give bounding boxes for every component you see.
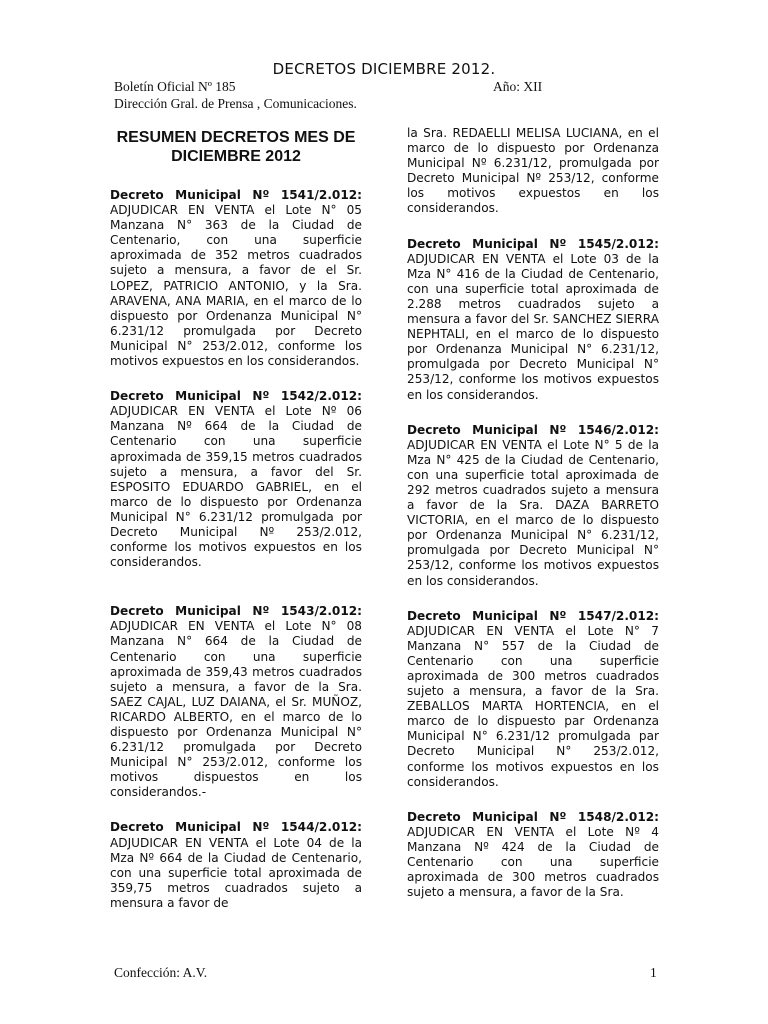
decree-title: Decreto Municipal Nº 1546/2.012:: [407, 422, 659, 437]
decree-1544-continued: la Sra. REDAELLI MELISA LUCIANA, en el marco de lo dispuesto por Ordenanza Municipal Nº 6.231/12, promulgada por Decreto Municipal Nº 253/12, conforme los motivos expuestos en los considerandos.: [407, 126, 659, 216]
decree-title: Decreto Municipal Nº 1545/2.012:: [407, 236, 659, 251]
decree-body: ADJUDICAR EN VENTA el Lote N° 05 Manzana N° 363 de la Ciudad de Centenario, con una superficie aproximada de 352 metros cuadrados sujeto a mensura, a favor de el Sr. LOPEZ, PATRICIO ANTONIO, y la Sra. ARAVENA, ANA MARIA, en el marco de lo dispuesto por Ordenanza Municipal N° 6.231/12 promulgada por Decreto Municipal N° 253/2.012, conforme los motivos expuestos en los considerandos.: [110, 203, 362, 369]
decree-1545: [407, 237, 659, 403]
decree-body: ADJUDICAR EN VENTA el Lote N° 7 Manzana N° 557 de la Ciudad de Centenario con una superficie aproximada de 300 metros cuadrados sujeto a mensura, a favor de la Sra. ZEBALLOS MARTA HORTENCIA, en el marco de lo dispuesto par Ordenanza Municipal N° 6.231/12 promulgada par Decreto Municipal N° 253/2.012, conforme los motivos expuestos en los considerandos.: [407, 623, 659, 789]
decree-body: ADJUDICAR EN VENTA el Lote 03 de la Mza N° 416 de la Ciudad de Centenario, con una superficie total aproximada de 2.288 metros cuadrados sujeto a mensura a favor del Sr. SANCHEZ SIERRA NEPHTALI, en el marco de lo dispuesto por Ordenanza Municipal N° 6.231/12, promulgada por Decreto Municipal N° 253/12, conforme los motivos expuestos en los considerandos.: [407, 251, 659, 402]
decree-1547: [407, 609, 659, 790]
decree-title: Decreto Municipal Nº 1547/2.012:: [407, 608, 659, 623]
decree-1548: [407, 810, 659, 901]
left-column: [110, 126, 362, 931]
summary-heading: RESUMEN DECRETOS MES DE DICIEMBRE 2012: [116, 129, 356, 165]
decree-1544: [110, 820, 362, 911]
document-title: DECRETOS DICIEMBRE 2012.: [272, 60, 496, 78]
decree-body: ADJUDICAR EN VENTA el Lote N° 5 de la Mza N° 425 de la Ciudad de Centenario, con una superficie total aproximada de 292 metros cuadrados sujeto a mensura a favor de la Sra. DAZA BARRETO VICTORIA, en el marco de lo dispuesto por Ordenanza Municipal N° 6.231/12, promulgada por Decreto Municipal N° 253/12, conforme los motivos expuestos en los considerandos.: [407, 437, 659, 588]
right-column: [407, 126, 659, 920]
decree-1546: [407, 423, 659, 589]
decree-1542: [110, 389, 362, 570]
decree-body: ADJUDICAR EN VENTA el Lote Nº 06 Manzana Nº 664 de la Ciudad de Centenario con una superficie aproximada de 359,15 metros cuadrados sujeto a mensura, a favor del Sr. ESPOSITO EDUARDO GABRIEL, en el marco de lo dispuesto por Ordenanza Municipal N° 6.231/12 promulgada por Decreto Municipal Nº 253/2.012, conforme los motivos expuestos en los considerandos.: [110, 404, 362, 570]
decree-title: Decreto Municipal Nº 1541/2.012:: [110, 188, 362, 202]
decree-title: Decreto Municipal Nº 1543/2.012:: [110, 604, 362, 619]
decree-body: ADJUDICAR EN VENTA el Lote 04 de la Mza Nº 664 de la Ciudad de Centenario, con una superficie total aproximada de 359,75 metros cuadrados sujeto a mensura a favor de: [110, 835, 362, 910]
decree-title: Decreto Municipal Nº 1544/2.012:: [110, 820, 362, 835]
decree-body: ADJUDICAR EN VENTA el Lote N° 08 Manzana N° 664 de la Ciudad de Centenario con una superficie aproximada de 359,43 metros cuadrados sujeto a mensura, a favor de la Sra. SAEZ CAJAL, LUZ DAIANA, el Sr. MUÑOZ, RICARDO ALBERTO, en el marco de lo dispuesto por Ordenanza Municipal N° 6.231/12 promulgada por Decreto Municipal N° 253/2.012, conforme los motivos dispuestos en los considerandos.-: [110, 619, 362, 800]
page-number: 1: [650, 965, 657, 980]
footer-author: Confección: A.V.: [114, 965, 208, 980]
decree-1541: [110, 188, 362, 369]
bulletin-number: Boletín Oficial Nº 185: [114, 79, 236, 94]
decree-body: ADJUDICAR EN VENTA el Lote Nº 4 Manzana Nº 424 de la Ciudad de Centenario con una superficie aproximada de 300 metros cuadrados sujeto a mensura, a favor de la Sra.: [407, 824, 659, 900]
press-direction: Dirección Gral. de Prensa , Comunicaciones.: [114, 96, 357, 111]
decree-title: Decreto Municipal Nº 1548/2.012:: [407, 809, 659, 824]
decree-title: Decreto Municipal Nº 1542/2.012:: [110, 389, 362, 404]
bulletin-year: Año: XII: [493, 79, 543, 94]
decree-1543: [110, 604, 362, 800]
